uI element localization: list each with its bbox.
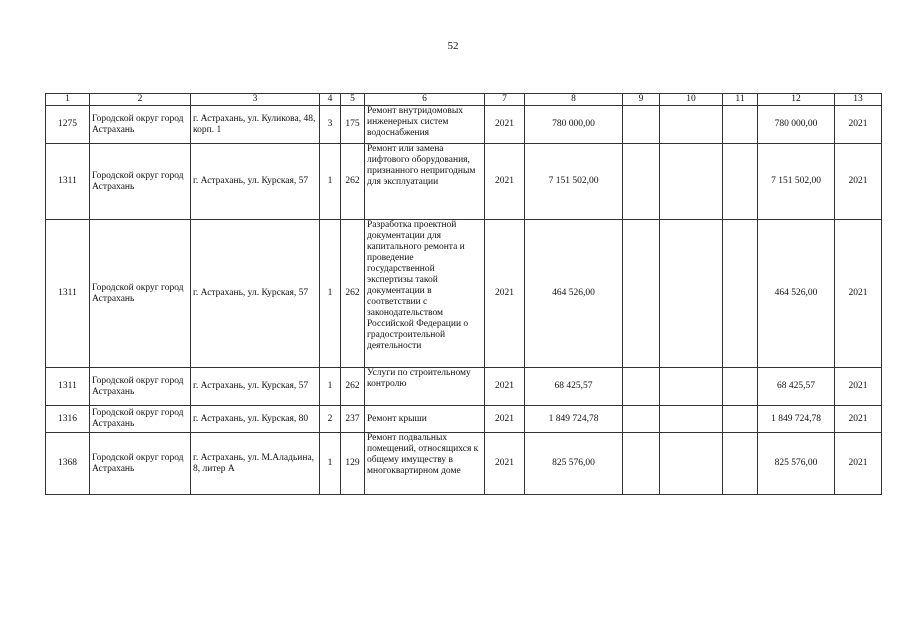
cell-end-year: 2021 — [835, 433, 882, 495]
column-header: 12 — [758, 94, 835, 106]
column-header: 8 — [525, 94, 623, 106]
cell-year: 2021 — [485, 220, 525, 368]
cell-id: 1316 — [46, 406, 90, 433]
cell-address: г. Астрахань, ул. Курская, 57 — [191, 220, 320, 368]
table-row — [46, 406, 882, 433]
cell-col5: 129 — [341, 433, 365, 495]
cell-end-year: 2021 — [835, 220, 882, 368]
cell-col10 — [660, 368, 723, 406]
cell-end-year: 2021 — [835, 106, 882, 144]
column-header: 7 — [485, 94, 525, 106]
cell-col5: 262 — [341, 144, 365, 220]
table-row — [46, 220, 882, 368]
registry-table — [45, 93, 882, 495]
page-number: 52 — [447, 40, 459, 52]
cell-col9 — [623, 368, 660, 406]
cell-year: 2021 — [485, 144, 525, 220]
cell-col5: 175 — [341, 106, 365, 144]
table-row — [46, 368, 882, 406]
column-header: 6 — [365, 94, 485, 106]
cell-municipality: Городской округ город Астрахань — [90, 406, 191, 433]
column-header: 11 — [723, 94, 758, 106]
cell-col9 — [623, 433, 660, 495]
cell-municipality: Городской округ город Астрахань — [90, 144, 191, 220]
cell-end-year: 2021 — [835, 144, 882, 220]
cell-col9 — [623, 220, 660, 368]
cell-address: г. Астрахань, ул. Куликова, 48, корп. 1 — [191, 106, 320, 144]
cell-col9 — [623, 106, 660, 144]
cell-year: 2021 — [485, 433, 525, 495]
column-header: 2 — [90, 94, 191, 106]
cell-total: 780 000,00 — [758, 106, 835, 144]
cell-col5: 237 — [341, 406, 365, 433]
cell-amount: 68 425,57 — [525, 368, 623, 406]
cell-address: г. Астрахань, ул. Курская, 57 — [191, 368, 320, 406]
cell-municipality: Городской округ город Астрахань — [90, 106, 191, 144]
column-header: 4 — [320, 94, 341, 106]
column-header: 3 — [191, 94, 320, 106]
cell-work-type: Ремонт внутридомовых инженерных систем водоснабжения — [365, 106, 485, 144]
cell-address: г. Астрахань, ул. Курская, 80 — [191, 406, 320, 433]
cell-col11 — [723, 220, 758, 368]
cell-id: 1311 — [46, 368, 90, 406]
cell-total: 68 425,57 — [758, 368, 835, 406]
cell-id: 1311 — [46, 144, 90, 220]
cell-col9 — [623, 144, 660, 220]
cell-municipality: Городской округ город Астрахань — [90, 433, 191, 495]
cell-end-year: 2021 — [835, 406, 882, 433]
cell-municipality: Городской округ город Астрахань — [90, 368, 191, 406]
cell-col11 — [723, 144, 758, 220]
cell-year: 2021 — [485, 368, 525, 406]
cell-col5: 262 — [341, 220, 365, 368]
cell-col10 — [660, 433, 723, 495]
cell-col11 — [723, 106, 758, 144]
column-header: 5 — [341, 94, 365, 106]
cell-total: 1 849 724,78 — [758, 406, 835, 433]
cell-id: 1368 — [46, 433, 90, 495]
cell-work-type: Услуги по строительному контролю — [365, 368, 485, 406]
column-header: 13 — [835, 94, 882, 106]
cell-col4: 2 — [320, 406, 341, 433]
cell-amount: 780 000,00 — [525, 106, 623, 144]
cell-amount: 1 849 724,78 — [525, 406, 623, 433]
cell-amount: 464 526,00 — [525, 220, 623, 368]
cell-amount: 825 576,00 — [525, 433, 623, 495]
cell-address: г. Астрахань, ул. М.Аладьина, 8, литер А — [191, 433, 320, 495]
cell-col10 — [660, 144, 723, 220]
cell-work-type: Ремонт или замена лифтового оборудования, признанного непригодным для эксплуатации — [365, 144, 485, 220]
cell-col4: 1 — [320, 144, 341, 220]
cell-id: 1275 — [46, 106, 90, 144]
cell-col11 — [723, 433, 758, 495]
cell-year: 2021 — [485, 106, 525, 144]
cell-id: 1311 — [46, 220, 90, 368]
cell-work-type: Ремонт подвальных помещений, относящихся к общему имуществу в многоквартирном доме — [365, 433, 485, 495]
cell-col5: 262 — [341, 368, 365, 406]
cell-amount: 7 151 502,00 — [525, 144, 623, 220]
cell-end-year: 2021 — [835, 368, 882, 406]
cell-address: г. Астрахань, ул. Курская, 57 — [191, 144, 320, 220]
cell-year: 2021 — [485, 406, 525, 433]
cell-col10 — [660, 106, 723, 144]
cell-total: 7 151 502,00 — [758, 144, 835, 220]
cell-col10 — [660, 220, 723, 368]
cell-total: 464 526,00 — [758, 220, 835, 368]
cell-col11 — [723, 406, 758, 433]
table-row — [46, 106, 882, 144]
cell-total: 825 576,00 — [758, 433, 835, 495]
table-row — [46, 144, 882, 220]
cell-col10 — [660, 406, 723, 433]
cell-col4: 1 — [320, 368, 341, 406]
cell-col4: 1 — [320, 220, 341, 368]
cell-col4: 1 — [320, 433, 341, 495]
cell-col9 — [623, 406, 660, 433]
cell-municipality: Городской округ город Астрахань — [90, 220, 191, 368]
column-header: 9 — [623, 94, 660, 106]
table-row — [46, 433, 882, 495]
column-header: 1 — [46, 94, 90, 106]
column-header: 10 — [660, 94, 723, 106]
cell-work-type: Ремонт крыши — [365, 406, 485, 433]
cell-col4: 3 — [320, 106, 341, 144]
column-number-row — [46, 94, 882, 106]
cell-col11 — [723, 368, 758, 406]
cell-work-type: Разработка проектной документации для капитального ремонта и проведение государственной экспертизы такой документации в соответствии с законодательством Российской Федерации о градостроительной деятельности — [365, 220, 485, 368]
